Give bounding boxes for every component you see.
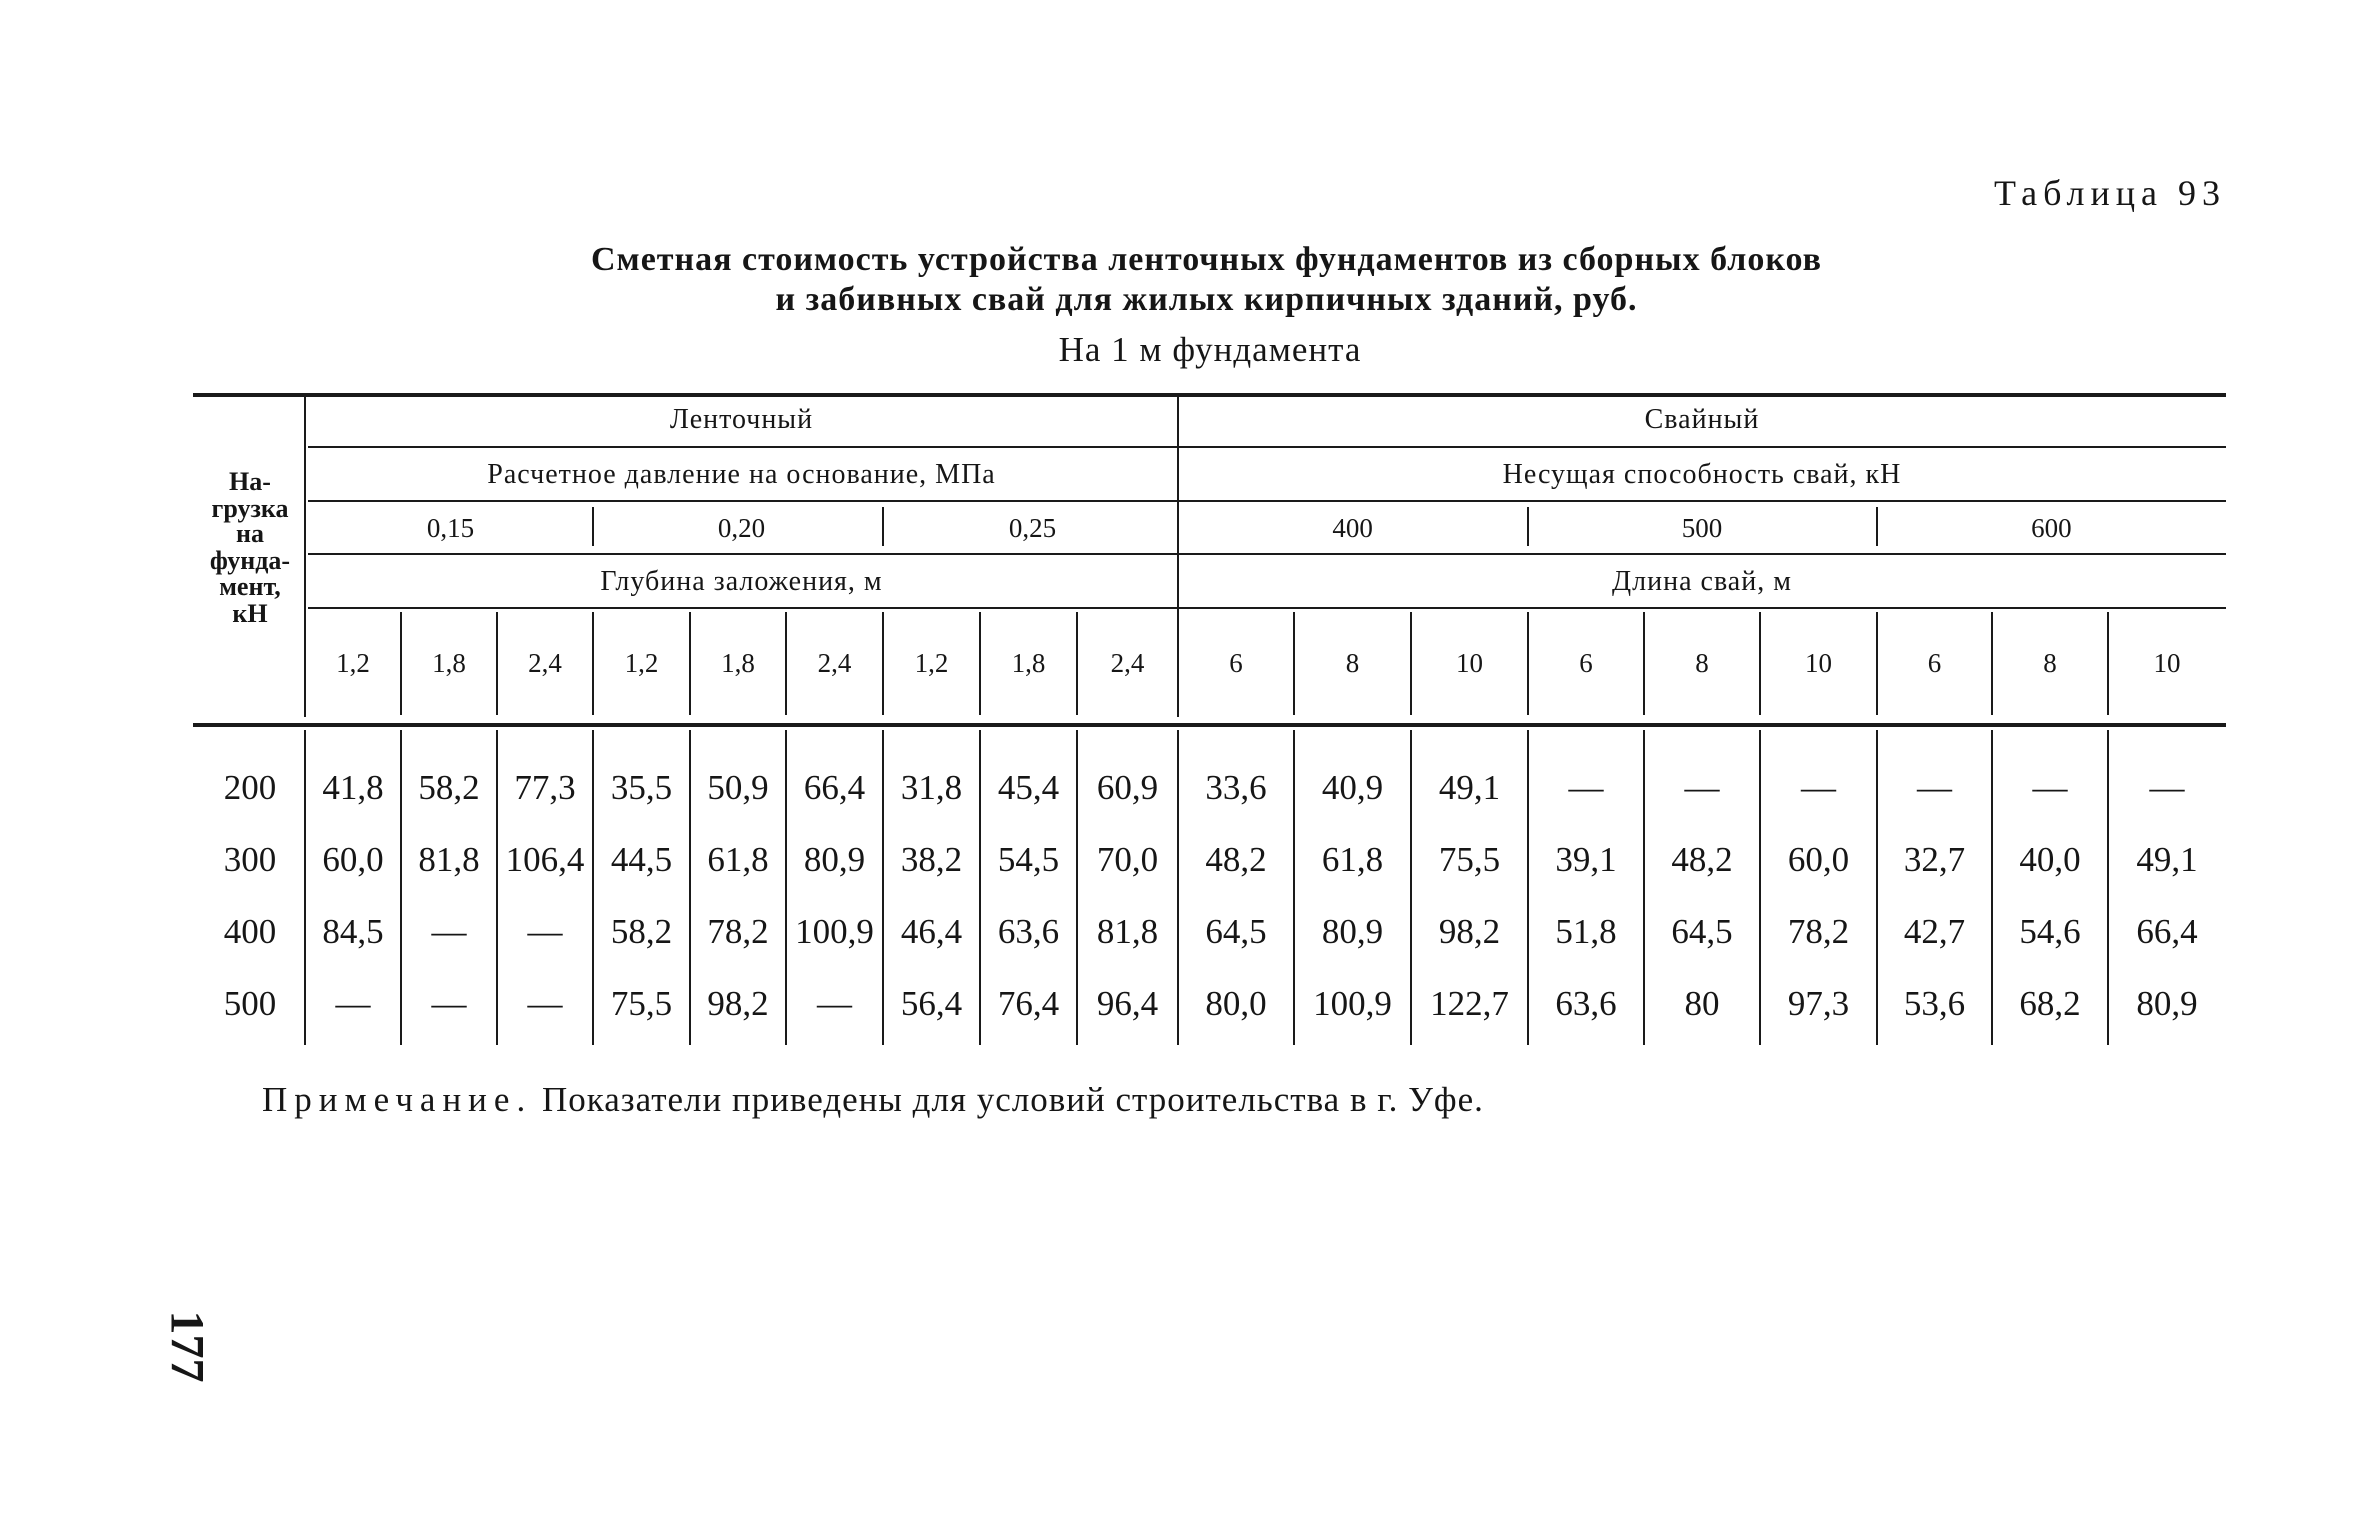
table-cell: 97,3 (1787, 984, 1850, 1023)
table-cell: 60,0 (322, 840, 384, 879)
table-cell: 41,8 (322, 768, 384, 807)
page-number: 177 (160, 1310, 214, 1383)
table-cell: 75,5 (610, 984, 673, 1023)
group-header: Свайный (1644, 404, 1760, 435)
table-cell: 32,7 (1903, 840, 1966, 879)
document-title (0, 240, 2363, 320)
table-cell: 75,5 (1438, 840, 1501, 879)
subcol-header: 6 (1579, 648, 1593, 678)
subcol-header: 2,4 (817, 648, 852, 678)
table-cell: — (1917, 768, 1952, 807)
subcol-header: 1,8 (721, 648, 755, 678)
subcol-header: 1,2 (914, 648, 949, 678)
table-cell: 78,2 (1787, 912, 1850, 951)
subcol-header: 2,4 (528, 648, 562, 678)
table-subtitle: На 1 м фундамента (1058, 330, 1362, 369)
table-label: Таблица 93 (1994, 173, 2226, 213)
table-cell: 49,1 (2136, 840, 2198, 879)
subcol-header: 6 (1229, 648, 1243, 678)
table-cell: — (527, 984, 563, 1023)
subcol-header: 1,8 (1011, 648, 1046, 678)
title-line-1: Сметная стоимость устройства ленточных фундаментов из сборных блоков (591, 241, 1822, 278)
table-cell: 61,8 (1321, 840, 1384, 879)
table-cell: 106,4 (505, 840, 585, 879)
table-cell: 38,2 (900, 840, 963, 879)
subcol-header: 1,2 (336, 648, 370, 678)
table-cell: 70,0 (1096, 840, 1159, 879)
row-header-line: грузка (211, 494, 289, 523)
table-cell: 45,4 (997, 768, 1060, 807)
param-value: 600 (2031, 513, 2072, 543)
table-cell: 98,2 (1438, 912, 1501, 951)
row-header-line: на (236, 519, 264, 548)
table-cell: 50,9 (707, 768, 769, 807)
table-cell: 80,0 (1205, 984, 1267, 1023)
table-cell: 98,2 (707, 984, 769, 1023)
table-cell: 53,6 (1903, 984, 1966, 1023)
table-cell: 80,9 (1321, 912, 1384, 951)
subcol-header: 10 (2153, 648, 2181, 678)
cost-table (193, 390, 2226, 1060)
table-cell: — (817, 984, 852, 1023)
table-cell: 84,5 (322, 912, 384, 951)
table-cell: 60,0 (1787, 840, 1850, 879)
table-cell: 64,5 (1205, 912, 1267, 951)
table-cell: 39,1 (1555, 840, 1617, 879)
table-cell: 54,5 (997, 840, 1060, 879)
table-cell: 78,2 (707, 912, 769, 951)
table-cell: — (527, 912, 563, 951)
param-value: 0,20 (717, 513, 766, 543)
param-value: 0,15 (426, 513, 475, 543)
table-cell: 66,4 (803, 768, 866, 807)
table-cell: 40,0 (2019, 840, 2081, 879)
table-cell: — (1684, 768, 1720, 807)
row-header-line: кН (232, 599, 268, 628)
param-header: Расчетное давление на основание, МПа (487, 459, 996, 490)
param-value: 500 (1681, 513, 1723, 543)
table-cell: 122,7 (1430, 984, 1509, 1023)
param-value: 400 (1332, 513, 1373, 543)
row-header-line: фунда- (209, 546, 291, 575)
depth-header: Длина свай, м (1612, 566, 1792, 597)
table-cell: 63,6 (1555, 984, 1617, 1023)
table-cell: 58,2 (610, 912, 673, 951)
table-cell: 48,2 (1205, 840, 1267, 879)
subcol-header: 8 (1345, 648, 1360, 678)
table-cell: 61,8 (707, 840, 769, 879)
table-cell: 54,6 (2019, 912, 2081, 951)
table-cell: 81,8 (418, 840, 480, 879)
table-cell: — (2032, 768, 2068, 807)
table-cell: 40,9 (1321, 768, 1384, 807)
table-text (210, 404, 2198, 1023)
table-cell: — (431, 984, 467, 1023)
table-cell: 80,9 (803, 840, 866, 879)
table-cell: 46,4 (900, 912, 963, 951)
table-cell: 48,2 (1671, 840, 1733, 879)
note-label: Примечание. (262, 1080, 533, 1119)
table-cell: 66,4 (2136, 912, 2198, 951)
subcol-header: 1,2 (624, 648, 659, 678)
subcol-header: 2,4 (1110, 648, 1145, 678)
table-cell: 80 (1684, 984, 1720, 1023)
table-cell: 77,3 (514, 768, 576, 807)
table-cell: 100,9 (1313, 984, 1392, 1023)
table-cell: 68,2 (2019, 984, 2081, 1023)
table-cell: 35,5 (610, 768, 673, 807)
param-value: 0,25 (1008, 513, 1057, 543)
row-header-line: На- (229, 467, 271, 496)
row-load: 400 (223, 912, 277, 951)
table-note (262, 1080, 1484, 1120)
table-cell: 80,9 (2136, 984, 2198, 1023)
table-cell: — (431, 912, 467, 951)
table-cell: 81,8 (1096, 912, 1159, 951)
table-cell: — (2149, 768, 2185, 807)
table-cell: 49,1 (1438, 768, 1501, 807)
table-cell: 63,6 (997, 912, 1060, 951)
table-cell: — (1568, 768, 1604, 807)
table-cell: 96,4 (1096, 984, 1159, 1023)
title-line-2: и забивных свай для жилых кирпичных зданий, руб. (775, 281, 1638, 318)
table-cell: 56,4 (900, 984, 963, 1023)
table-cell: — (1801, 768, 1836, 807)
row-load: 300 (223, 840, 277, 879)
row-load: 500 (223, 984, 277, 1023)
table-cell: 58,2 (418, 768, 480, 807)
subcol-header: 8 (1695, 648, 1709, 678)
table-cell: 60,9 (1096, 768, 1159, 807)
table-cell: 100,9 (795, 912, 874, 951)
table-cell: 76,4 (997, 984, 1060, 1023)
subcol-header: 8 (2043, 648, 2057, 678)
table-cell: 64,5 (1671, 912, 1733, 951)
table-cell: 31,8 (900, 768, 963, 807)
table-cell: 42,7 (1903, 912, 1966, 951)
depth-header: Глубина заложения, м (600, 566, 883, 597)
table-cell: — (335, 984, 371, 1023)
group-header: Ленточный (669, 404, 814, 435)
table-cell: 44,5 (610, 840, 673, 879)
subcol-header: 10 (1805, 648, 1832, 678)
param-header: Несущая способность свай, кН (1502, 459, 1902, 490)
subcol-header: 1,8 (432, 648, 466, 678)
subcol-header: 10 (1456, 648, 1483, 678)
row-header-line: мент, (219, 572, 281, 601)
note-text: Показатели приведены для условий строительства в г. Уфе. (541, 1080, 1484, 1119)
table-cell: 33,6 (1205, 768, 1267, 807)
table-cell: 51,8 (1555, 912, 1617, 951)
row-load: 200 (223, 768, 277, 807)
subcol-header: 6 (1927, 648, 1942, 678)
